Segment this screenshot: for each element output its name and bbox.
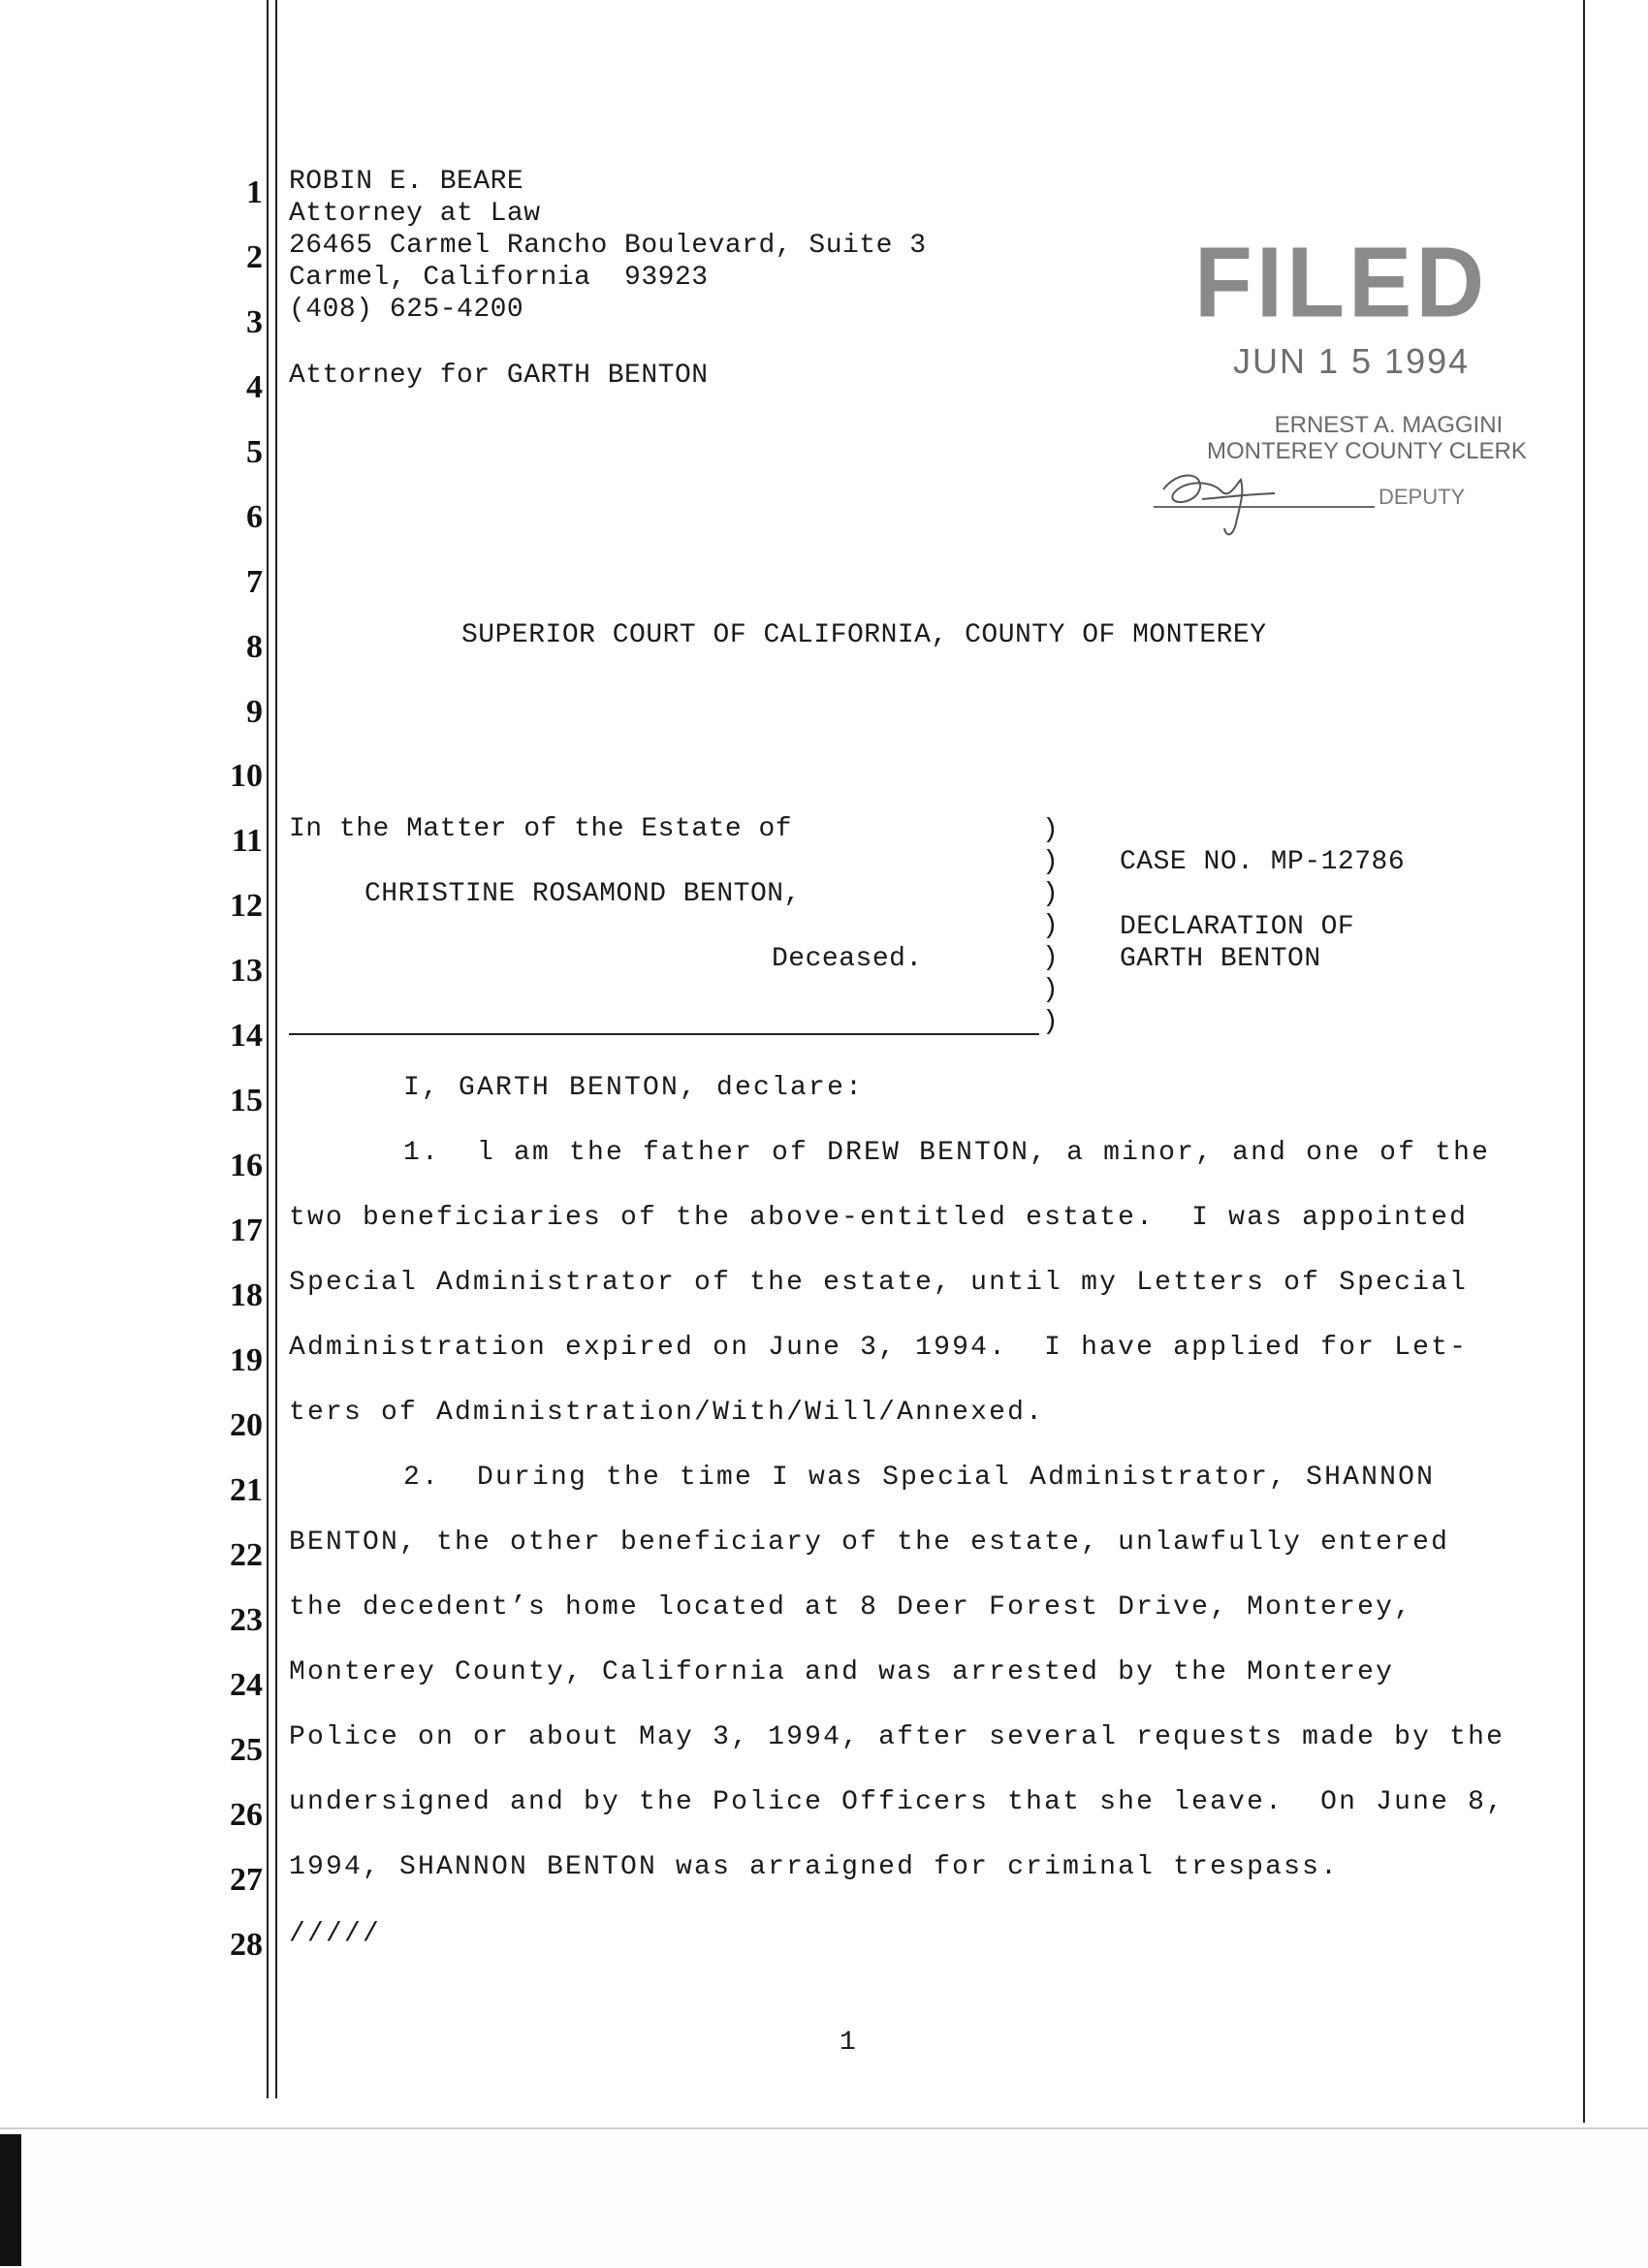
line-number: 12 (230, 888, 263, 924)
line-number: 26 (230, 1797, 263, 1833)
body-line: 1. l am the father of DREW BENTON, a minor, and one of the (403, 1138, 1491, 1168)
line-number: 11 (231, 823, 263, 859)
line-number: 24 (230, 1667, 263, 1703)
filed-stamp-date: JUN 1 5 1994 (1233, 341, 1471, 381)
body-line: ///// (289, 1919, 382, 1949)
line-number: 3 (246, 304, 263, 340)
body-line: the decedent’s home located at 8 Deer Forest Drive, Monterey, (289, 1592, 1413, 1622)
body-line: ters of Administration/With/Will/Annexed. (289, 1398, 1045, 1428)
attorney-title: Attorney at Law (289, 199, 541, 229)
line-number: 17 (230, 1213, 263, 1248)
right-margin-rule (1583, 0, 1585, 2123)
line-number: 25 (230, 1732, 263, 1768)
page-number: 1 (840, 2028, 856, 2058)
line-number: 23 (230, 1602, 263, 1638)
line-number: 4 (246, 369, 263, 405)
left-margin-rule (267, 0, 269, 2098)
line-number: 27 (230, 1862, 263, 1898)
line-number: 14 (230, 1018, 263, 1054)
body-line: I, GARTH BENTON, declare: (403, 1073, 865, 1103)
scanner-edge (0, 2134, 21, 2266)
line-number: 7 (246, 564, 263, 600)
line-number: 21 (230, 1472, 263, 1508)
line-number: 9 (246, 694, 263, 730)
line-number: 6 (246, 499, 263, 535)
clerk-title: MONTEREY COUNTY CLERK (1207, 438, 1527, 464)
attorney-for: Attorney for GARTH BENTON (289, 361, 709, 391)
line-number: 15 (230, 1083, 263, 1118)
deputy-label: DEPUTY (1379, 485, 1466, 509)
body-line: undersigned and by the Police Officers that she leave. On June 8, (289, 1787, 1505, 1817)
filed-stamp: FILED (1194, 226, 1489, 338)
line-number: 20 (230, 1407, 263, 1443)
clerk-name: ERNEST A. MAGGINI (1274, 412, 1504, 438)
case-number: CASE NO. MP-12786 (1120, 847, 1406, 877)
line-number: 8 (246, 629, 263, 665)
court-title: SUPERIOR COURT OF CALIFORNIA, COUNTY OF MONTEREY (461, 620, 1267, 650)
body-line: 2. During the time I was Special Administrator, SHANNON (403, 1463, 1436, 1493)
body-line: BENTON, the other beneficiary of the estate, unlawfully entered (289, 1528, 1450, 1558)
attorney-address-line1: 26465 Carmel Rancho Boulevard, Suite 3 (289, 231, 927, 261)
line-number: 16 (230, 1148, 263, 1183)
body-line: Special Administrator of the estate, until my Letters of Special (289, 1268, 1469, 1298)
document-title-line1: DECLARATION OF (1120, 912, 1355, 942)
body-line: Administration expired on June 3, 1994. I have applied for Let- (289, 1333, 1469, 1363)
line-number: 28 (230, 1927, 263, 1963)
line-number: 19 (230, 1342, 263, 1378)
line-number: 1 (246, 174, 263, 210)
body-line: two beneficiaries of the above-entitled estate. I was appointed (289, 1203, 1469, 1233)
caption-decedent: CHRISTINE ROSAMOND BENTON, (364, 879, 801, 909)
line-number: 18 (230, 1277, 263, 1313)
left-margin-rule-inner (275, 0, 277, 2098)
body-line: 1994, SHANNON BENTON was arraigned for criminal trespass. (289, 1852, 1340, 1882)
body-line: Police on or about May 3, 1994, after several requests made by the (289, 1722, 1505, 1752)
line-number: 10 (230, 758, 263, 794)
document-title-line2: GARTH BENTON (1120, 944, 1321, 974)
line-number: 22 (230, 1537, 263, 1573)
line-number: 5 (246, 434, 263, 470)
deputy-signature (1144, 451, 1289, 543)
attorney-address-line2: Carmel, California 93923 (289, 263, 709, 293)
body-line: Monterey County, California and was arrested by the Monterey (289, 1657, 1395, 1687)
caption-rule (289, 1033, 1039, 1035)
caption-deceased: Deceased. (772, 944, 923, 974)
attorney-phone: (408) 625-4200 (289, 295, 524, 325)
line-number: 2 (246, 239, 263, 275)
attorney-name: ROBIN E. BEARE (289, 167, 524, 197)
caption-paren-column: ) ) ) ) ) ) ) (1042, 815, 1060, 1037)
scanner-background (0, 2127, 1648, 2268)
caption-matter: In the Matter of the Estate of (289, 814, 793, 844)
line-number: 13 (230, 953, 263, 989)
